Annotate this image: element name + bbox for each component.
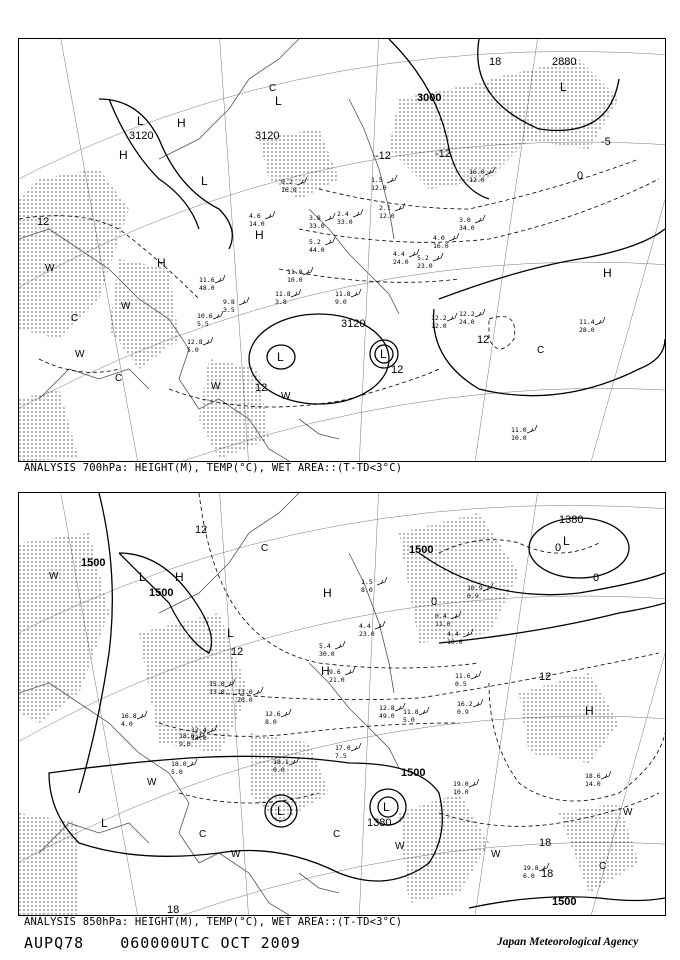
wind-barb	[601, 771, 611, 779]
warm-center: W	[395, 841, 405, 852]
warm-center: W	[75, 349, 85, 360]
station-dewpoint-depression: 12.0	[379, 212, 395, 220]
station-dewpoint-depression: 14.0	[249, 220, 265, 228]
station-dewpoint-depression: 9.0	[335, 298, 347, 306]
station-dewpoint-depression: 13.0	[191, 734, 207, 742]
low-center: L	[227, 626, 234, 640]
station-temperature: 15.0	[209, 680, 225, 688]
station-dewpoint-depression: 48.0	[199, 284, 215, 292]
station-temperature: 2.4	[337, 210, 349, 218]
station-dewpoint-depression: 0.5	[455, 680, 467, 688]
station-plot	[459, 309, 485, 326]
caption-700hpa: ANALYSIS 700hPa: HEIGHT(M), TEMP(°C), WET AREA::(T-TD<3°C)	[24, 462, 403, 474]
station-temperature: 12.4	[191, 726, 207, 734]
station-temperature: 4.4	[359, 622, 371, 630]
wind-barb	[595, 317, 605, 325]
station-dewpoint-depression: 30.0	[319, 650, 335, 658]
station-dewpoint-depression: 44.0	[309, 246, 325, 254]
station-dewpoint-depression: 5.0	[187, 346, 199, 354]
low-center: L	[137, 114, 144, 128]
station-temperature: 12.2	[431, 314, 447, 322]
station-temperature: 19.0	[453, 780, 469, 788]
station-temperature: 18.1	[273, 758, 289, 766]
station-temperature: 19.8	[523, 864, 539, 872]
wind-barb	[345, 667, 355, 675]
station-temperature: 9.8	[223, 298, 235, 306]
station-dewpoint-depression: 33.0	[337, 218, 353, 226]
temp-label: 18	[541, 868, 554, 880]
station-plot	[511, 425, 537, 442]
station-temperature: 11.4	[579, 318, 595, 326]
cold-center: C	[599, 861, 607, 872]
warm-center: W	[211, 381, 221, 392]
valid-time: 060000UTC OCT 2009	[120, 934, 301, 952]
high-center: H	[585, 704, 594, 718]
station-temperature: 9.6	[329, 668, 341, 676]
station-plot	[455, 671, 481, 688]
height-label: 1380	[559, 514, 584, 526]
station-temperature: 11.8	[403, 708, 419, 716]
station-plot	[359, 621, 385, 638]
wind-barb	[475, 309, 485, 317]
wind-barb	[291, 289, 301, 297]
station-plot	[319, 641, 345, 658]
high-center: H	[119, 148, 128, 162]
station-dewpoint-depression: 5.5	[197, 320, 209, 328]
station-plot	[121, 711, 147, 728]
station-temperature: 10.9	[467, 584, 483, 592]
height-label: 3120	[255, 130, 280, 142]
wind-barb	[213, 311, 223, 319]
station-dewpoint-depression: 14.0	[585, 780, 601, 788]
station-dewpoint-depression: 28.0	[579, 326, 595, 334]
cold-center: C	[199, 829, 207, 840]
station-dewpoint-depression: 20.0	[237, 696, 253, 704]
low-center: L	[201, 174, 208, 188]
station-dewpoint-depression: 16.0	[433, 242, 449, 250]
station-plot	[417, 253, 443, 270]
warm-center: W	[147, 777, 157, 788]
low-center: L	[277, 804, 284, 818]
station-plot	[249, 211, 275, 228]
station-plot	[459, 215, 485, 232]
station-temperature: 12.8	[187, 338, 203, 346]
temp-label: 18	[539, 837, 552, 849]
temp-label: 0	[555, 542, 562, 554]
wind-barb	[325, 237, 335, 245]
station-temperature: 1.5	[361, 578, 373, 586]
low-center: L	[563, 534, 570, 548]
station-dewpoint-depression: 11.0	[435, 620, 451, 628]
warm-center: W	[121, 301, 131, 312]
wind-barb	[449, 233, 459, 241]
height-label: 1500	[409, 544, 434, 556]
station-plot	[171, 759, 197, 776]
height-label: 1500	[149, 587, 174, 599]
wind-barb	[137, 711, 147, 719]
agency-name: Japan Meteorological Agency	[497, 936, 639, 948]
station-plot	[197, 311, 223, 328]
temp-label: -12	[435, 148, 451, 160]
cold-center: C	[333, 829, 341, 840]
station-temperature: 4.4	[447, 630, 459, 638]
low-center: L	[275, 94, 282, 108]
station-dewpoint-depression: 3.5	[223, 306, 235, 314]
station-temperature: 5.2	[417, 254, 429, 262]
station-plot	[335, 743, 361, 760]
temp-label: 12	[231, 646, 244, 658]
high-center: H	[255, 228, 264, 242]
station-temperature: 11.6	[455, 672, 471, 680]
height-label: 3120	[129, 130, 154, 142]
wind-barb	[469, 779, 479, 787]
height-label: 1500	[81, 557, 106, 569]
chart-code: AUPQ78	[24, 934, 85, 952]
low-center: L	[383, 800, 390, 814]
station-plot	[393, 249, 419, 266]
station-temperature: 1.5	[371, 176, 383, 184]
station-plot	[329, 667, 355, 684]
cold-center: C	[115, 373, 123, 384]
station-temperature: 16.8	[121, 712, 137, 720]
station-plot	[579, 317, 605, 334]
wind-barb	[471, 671, 481, 679]
temp-label: 0	[593, 572, 600, 584]
height-label: 3120	[341, 318, 366, 330]
station-dewpoint-depression: 4.0	[121, 720, 133, 728]
wind-barb	[447, 313, 457, 321]
station-plot	[275, 289, 301, 306]
station-dewpoint-depression: 6.0	[523, 872, 535, 880]
station-temperature: 3.0	[459, 216, 471, 224]
height-label: 1500	[552, 896, 577, 908]
low-center: L	[380, 347, 387, 361]
wind-barb	[475, 215, 485, 223]
station-dewpoint-depression: 16.0	[281, 186, 297, 194]
station-plot	[379, 703, 405, 720]
wind-barb	[335, 641, 345, 649]
warm-center: W	[49, 571, 59, 582]
station-temperature: 4.4	[393, 250, 405, 258]
high-center: H	[157, 256, 166, 270]
low-center: L	[277, 350, 284, 364]
cold-center: C	[261, 543, 269, 554]
station-dewpoint-depression: 13.0	[209, 688, 225, 696]
station-dewpoint-depression: 12.0	[469, 176, 485, 184]
wind-barb	[527, 425, 537, 433]
station-dewpoint-depression: 8.0	[265, 718, 277, 726]
station-temperature: 13.0	[237, 688, 253, 696]
chart-identifier	[24, 934, 327, 952]
station-dewpoint-depression: 21.0	[329, 676, 345, 684]
station-temperature: 4.0	[433, 234, 445, 242]
station-plot	[309, 237, 335, 254]
station-dewpoint-depression: 12.0	[431, 322, 447, 330]
high-center: H	[323, 586, 332, 600]
wind-barb	[325, 213, 335, 221]
caption-850hpa: ANALYSIS 850hPa: HEIGHT(M), TEMP(°C), WET AREA::(T-TD<3°C)	[24, 916, 403, 928]
station-temperature: 11.0	[511, 426, 527, 434]
low-center: L	[101, 816, 108, 830]
temp-label: 12	[477, 334, 490, 346]
station-temperature: 11.8	[275, 290, 291, 298]
cold-center: C	[269, 83, 277, 94]
temp-label: 12	[37, 216, 50, 228]
station-temperature: 18.0	[179, 732, 195, 740]
station-plot	[371, 175, 397, 192]
wind-barb	[433, 253, 443, 261]
wind-barb	[253, 687, 263, 695]
station-temperature: 18.0	[171, 760, 187, 768]
station-temperature: 4.6	[249, 212, 261, 220]
station-plot	[265, 709, 291, 726]
low-center: L	[139, 570, 146, 584]
station-temperature: 12.6	[265, 710, 281, 718]
station-dewpoint-depression: 0.9	[457, 708, 469, 716]
wind-barb	[203, 337, 213, 345]
station-dewpoint-depression: 24.0	[393, 258, 409, 266]
wind-barb	[281, 709, 291, 717]
analysis-map-700hpa	[18, 38, 666, 462]
station-dewpoint-depression: 10.0	[453, 788, 469, 796]
warm-center: W	[45, 263, 55, 274]
station-temperature: 16.2	[457, 700, 473, 708]
station-temperature: 12.8	[379, 704, 395, 712]
height-label: 1500	[401, 767, 426, 779]
station-plot	[457, 699, 483, 716]
wind-barb	[265, 211, 275, 219]
station-plot	[223, 297, 249, 314]
wind-barb	[215, 275, 225, 283]
station-temperature: 0.4	[435, 612, 447, 620]
warm-center: W	[231, 849, 241, 860]
station-dewpoint-depression: 10.0	[287, 276, 303, 284]
high-center: H	[603, 266, 612, 280]
station-dewpoint-depression: 9.0	[179, 740, 191, 748]
station-temperature: 11.8	[335, 290, 351, 298]
temp-label: -12	[375, 150, 391, 162]
station-dewpoint-depression: 33.0	[309, 222, 325, 230]
station-dewpoint-depression: 5.0	[403, 716, 415, 724]
wind-barb	[473, 699, 483, 707]
high-center: H	[321, 664, 330, 678]
cold-center: C	[537, 345, 545, 356]
station-plot	[585, 771, 611, 788]
analysis-map-850hpa	[18, 492, 666, 916]
station-dewpoint-depression: 0.0	[273, 766, 285, 774]
wind-barb	[377, 577, 387, 585]
wind-barb	[187, 759, 197, 767]
station-dewpoint-depression: 5.0	[171, 768, 183, 776]
high-center: H	[177, 116, 186, 130]
temp-label: 12	[391, 364, 404, 376]
wind-barb	[387, 175, 397, 183]
station-dewpoint-depression: 23.0	[417, 262, 433, 270]
station-plot	[337, 209, 363, 226]
temp-label: 12	[255, 382, 268, 394]
map-700hpa-svg	[19, 39, 665, 461]
station-dewpoint-depression: 3.8	[275, 298, 287, 306]
temp-label: 18	[489, 56, 502, 68]
station-dewpoint-depression: 10.0	[511, 434, 527, 442]
station-temperature: 3.8	[309, 214, 321, 222]
height-label: 1380	[367, 817, 392, 829]
temp-label: 0	[431, 596, 438, 608]
station-temperature: 5.4	[319, 642, 331, 650]
temp-label: 12	[195, 524, 208, 536]
wet-areas	[19, 59, 619, 461]
station-plot	[187, 337, 213, 354]
warm-center: W	[281, 391, 291, 402]
station-dewpoint-depression: 8.0	[361, 586, 373, 594]
station-plot	[309, 213, 335, 230]
station-temperature: 2.1	[379, 204, 391, 212]
station-temperature: 17.0	[335, 744, 351, 752]
station-plot	[453, 779, 479, 796]
height-label: 2880	[552, 56, 577, 68]
station-plot	[379, 203, 405, 220]
wind-barb	[303, 267, 313, 275]
station-plot	[199, 275, 225, 292]
station-dewpoint-depression: 34.0	[459, 224, 475, 232]
station-temperature: 5.2	[309, 238, 321, 246]
station-temperature: 18.6	[585, 772, 601, 780]
warm-center: W	[491, 849, 501, 860]
station-plot	[237, 687, 263, 704]
map-850hpa-svg	[19, 493, 665, 915]
warm-center: W	[623, 807, 633, 818]
temp-label: 0	[577, 170, 584, 182]
wind-barb	[351, 743, 361, 751]
wind-barb	[239, 297, 249, 305]
station-plot	[403, 707, 429, 724]
station-temperature: 16.0	[469, 168, 485, 176]
temp-label: 18	[167, 904, 180, 915]
station-temperature: 0.2	[281, 178, 293, 186]
station-temperature: 10.6	[197, 312, 213, 320]
station-dewpoint-depression: 24.0	[459, 318, 475, 326]
temp-label: 12	[539, 671, 552, 683]
wind-barb	[351, 289, 361, 297]
station-plot	[287, 267, 313, 284]
high-center: H	[175, 570, 184, 584]
cold-center: C	[71, 313, 79, 324]
station-plot	[335, 289, 361, 306]
station-dewpoint-depression: 12.0	[371, 184, 387, 192]
low-center: L	[560, 80, 567, 94]
station-temperature: 11.0	[287, 268, 303, 276]
station-dewpoint-depression: 0.9	[467, 592, 479, 600]
wind-barb	[419, 707, 429, 715]
station-temperature: 12.2	[459, 310, 475, 318]
station-plot	[431, 313, 457, 330]
station-dewpoint-depression: 10.0	[447, 638, 463, 646]
station-dewpoint-depression: 23.0	[359, 630, 375, 638]
height-label: 3000	[417, 92, 442, 104]
temp-label: -5	[601, 136, 611, 148]
station-dewpoint-depression: 49.0	[379, 712, 395, 720]
station-temperature: 11.6	[199, 276, 215, 284]
station-dewpoint-depression: 7.5	[335, 752, 347, 760]
wind-barb	[353, 209, 363, 217]
